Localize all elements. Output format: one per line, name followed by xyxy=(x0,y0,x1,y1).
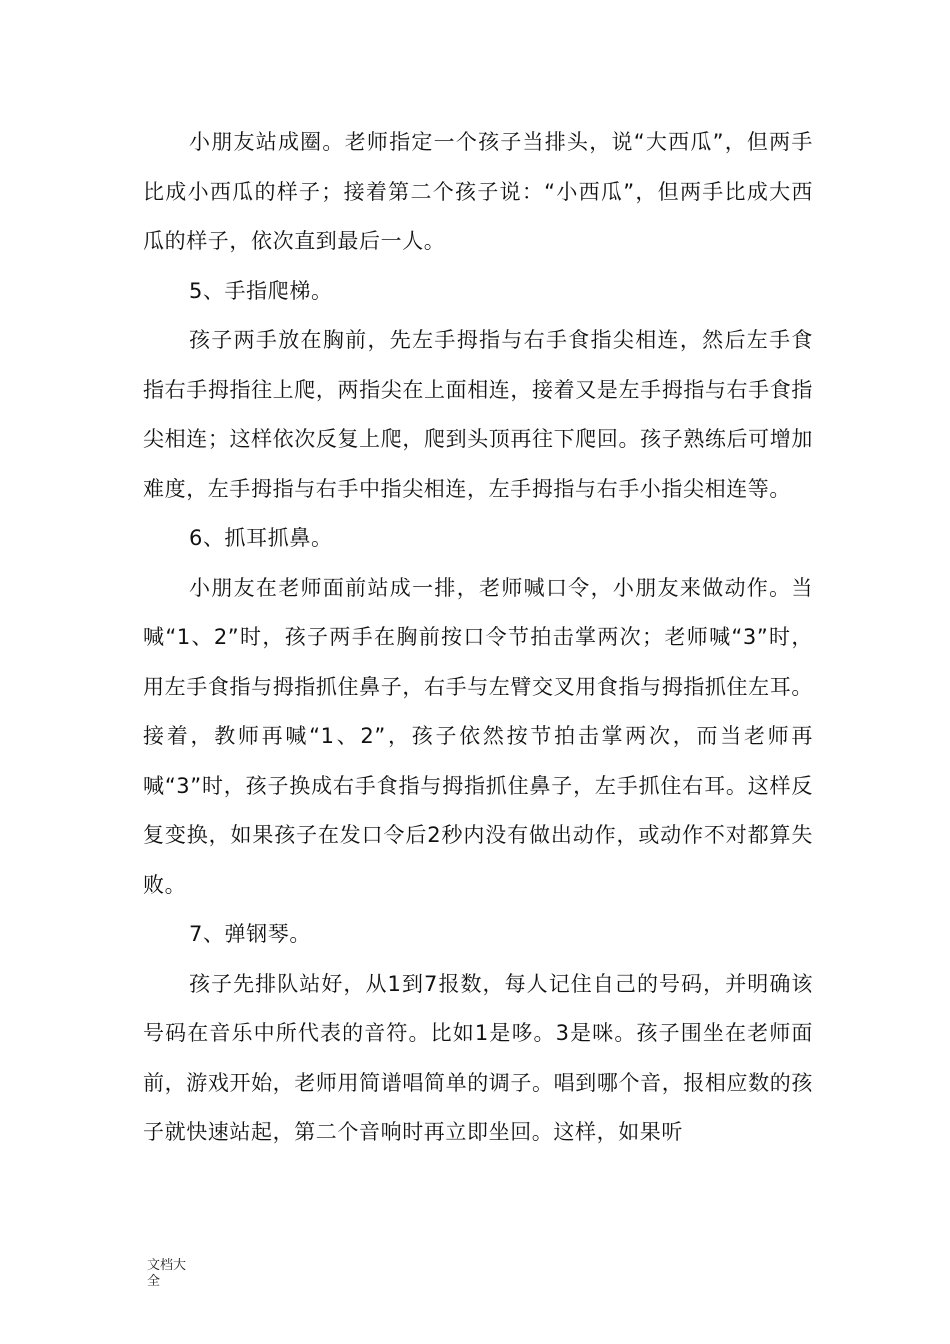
paragraph-ear-nose: 小朋友在老师面前站成一排，老师喊口令，小朋友来做动作。当喊“1、2”时，孩子两手在胸前按口令节拍击掌两次；老师喊“3”时，用左手食指与拇指抓住鼻子，右手与左臂交叉用食指与拇指抓住左耳。接着，教师再喊“1、2”，孩子依然按节拍击掌两次，而当老师再喊“3”时，孩子换成右手食指与拇指抓住鼻子，左手抓住右耳。这样反复变换，如果孩子在发口令后2秒内没有做出动作，或动作不对都算失败。 xyxy=(143,575,813,897)
paragraph-finger-ladder: 孩子两手放在胸前，先左手拇指与右手食指尖相连，然后左手食指右手拇指往上爬，两指尖在上面相连，接着又是左手拇指与右手食指尖相连；这样依次反复上爬，爬到头顶再往下爬回。孩子熟练后可增加难度，左手拇指与右手中指尖相连，左手拇指与右手小指尖相连等。 xyxy=(143,328,813,501)
paragraph-piano: 孩子先排队站好，从1到7报数，每人记住自己的号码，并明确该号码在音乐中所代表的音符。比如1是哆。3是咪。孩子围坐在老师面前，游戏开始，老师用简谱唱简单的调子。唱到哪个音，报相应数的孩子就快速站起，第二个音响时再立即坐回。这样，如果听 xyxy=(143,971,813,1144)
heading-finger-ladder: 5、手指爬梯。 xyxy=(189,278,333,303)
heading-ear-nose: 6、抓耳抓鼻。 xyxy=(189,526,333,550)
footer-label: 文档大全 xyxy=(147,1258,187,1289)
heading-piano: 7、弹钢琴。 xyxy=(189,922,311,946)
paragraph-watermelon-game: 小朋友站成圈。老师指定一个孩子当排头，说“大西瓜”，但两手比成小西瓜的样子；接着第二个孩子说：“小西瓜”，但两手比成大西瓜的样子，依次直到最后一人。 xyxy=(143,130,813,253)
document-body xyxy=(143,118,813,1158)
